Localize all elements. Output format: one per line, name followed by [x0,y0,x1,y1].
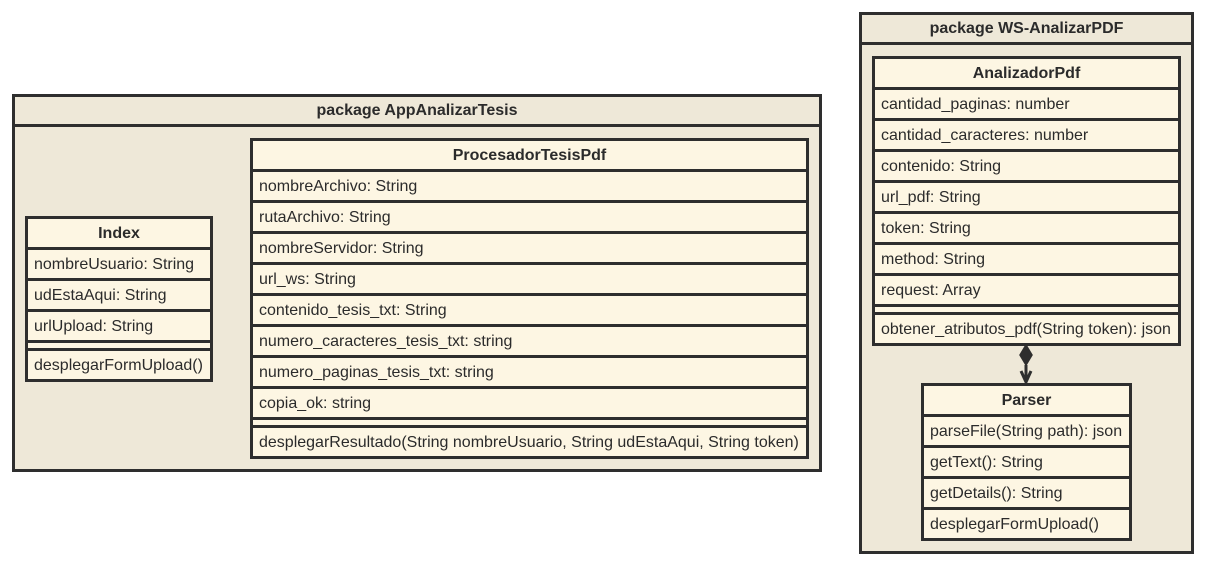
attribute: url_pdf: String [875,183,1178,214]
method: desplegarFormUpload() [34,357,203,374]
class-name: ProcesadorTesisPdf [253,141,806,172]
package-title: package WS-AnalizarPDF [862,15,1191,45]
attribute: nombreServidor: String [253,234,806,265]
attribute: url_ws: String [253,265,806,296]
composition-diamond-icon [1020,345,1032,365]
class-name: Index [28,219,210,250]
attribute: urlUpload: String [28,312,210,343]
attribute: contenido_tesis_txt: String [253,296,806,327]
method: desplegarResultado(String nombreUsuario, String udEstaAqui, String token) [259,434,799,451]
attribute: method: String [875,245,1178,276]
method: parseFile(String path): json [924,417,1129,448]
attribute: copia_ok: string [253,389,806,420]
attribute: token: String [875,214,1178,245]
method: obtener_atributos_pdf(String token): json [881,321,1171,338]
attribute: numero_caracteres_tesis_txt: string [253,327,806,358]
attribute: cantidad_paginas: number [875,90,1178,121]
method: desplegarFormUpload() [930,516,1099,533]
class-name: Parser [924,386,1129,417]
attribute: udEstaAqui: String [28,281,210,312]
attribute: nombreArchivo: String [253,172,806,203]
attribute: rutaArchivo: String [253,203,806,234]
package-title: package AppAnalizarTesis [15,97,819,127]
attribute: numero_paginas_tesis_txt: string [253,358,806,389]
method: getDetails(): String [924,479,1129,510]
attribute: cantidad_caracteres: number [875,121,1178,152]
attribute: request: Array [875,276,1178,307]
class-name: AnalizadorPdf [875,59,1178,90]
attribute: nombreUsuario: String [28,250,210,281]
attribute: contenido: String [875,152,1178,183]
method: getText(): String [924,448,1129,479]
